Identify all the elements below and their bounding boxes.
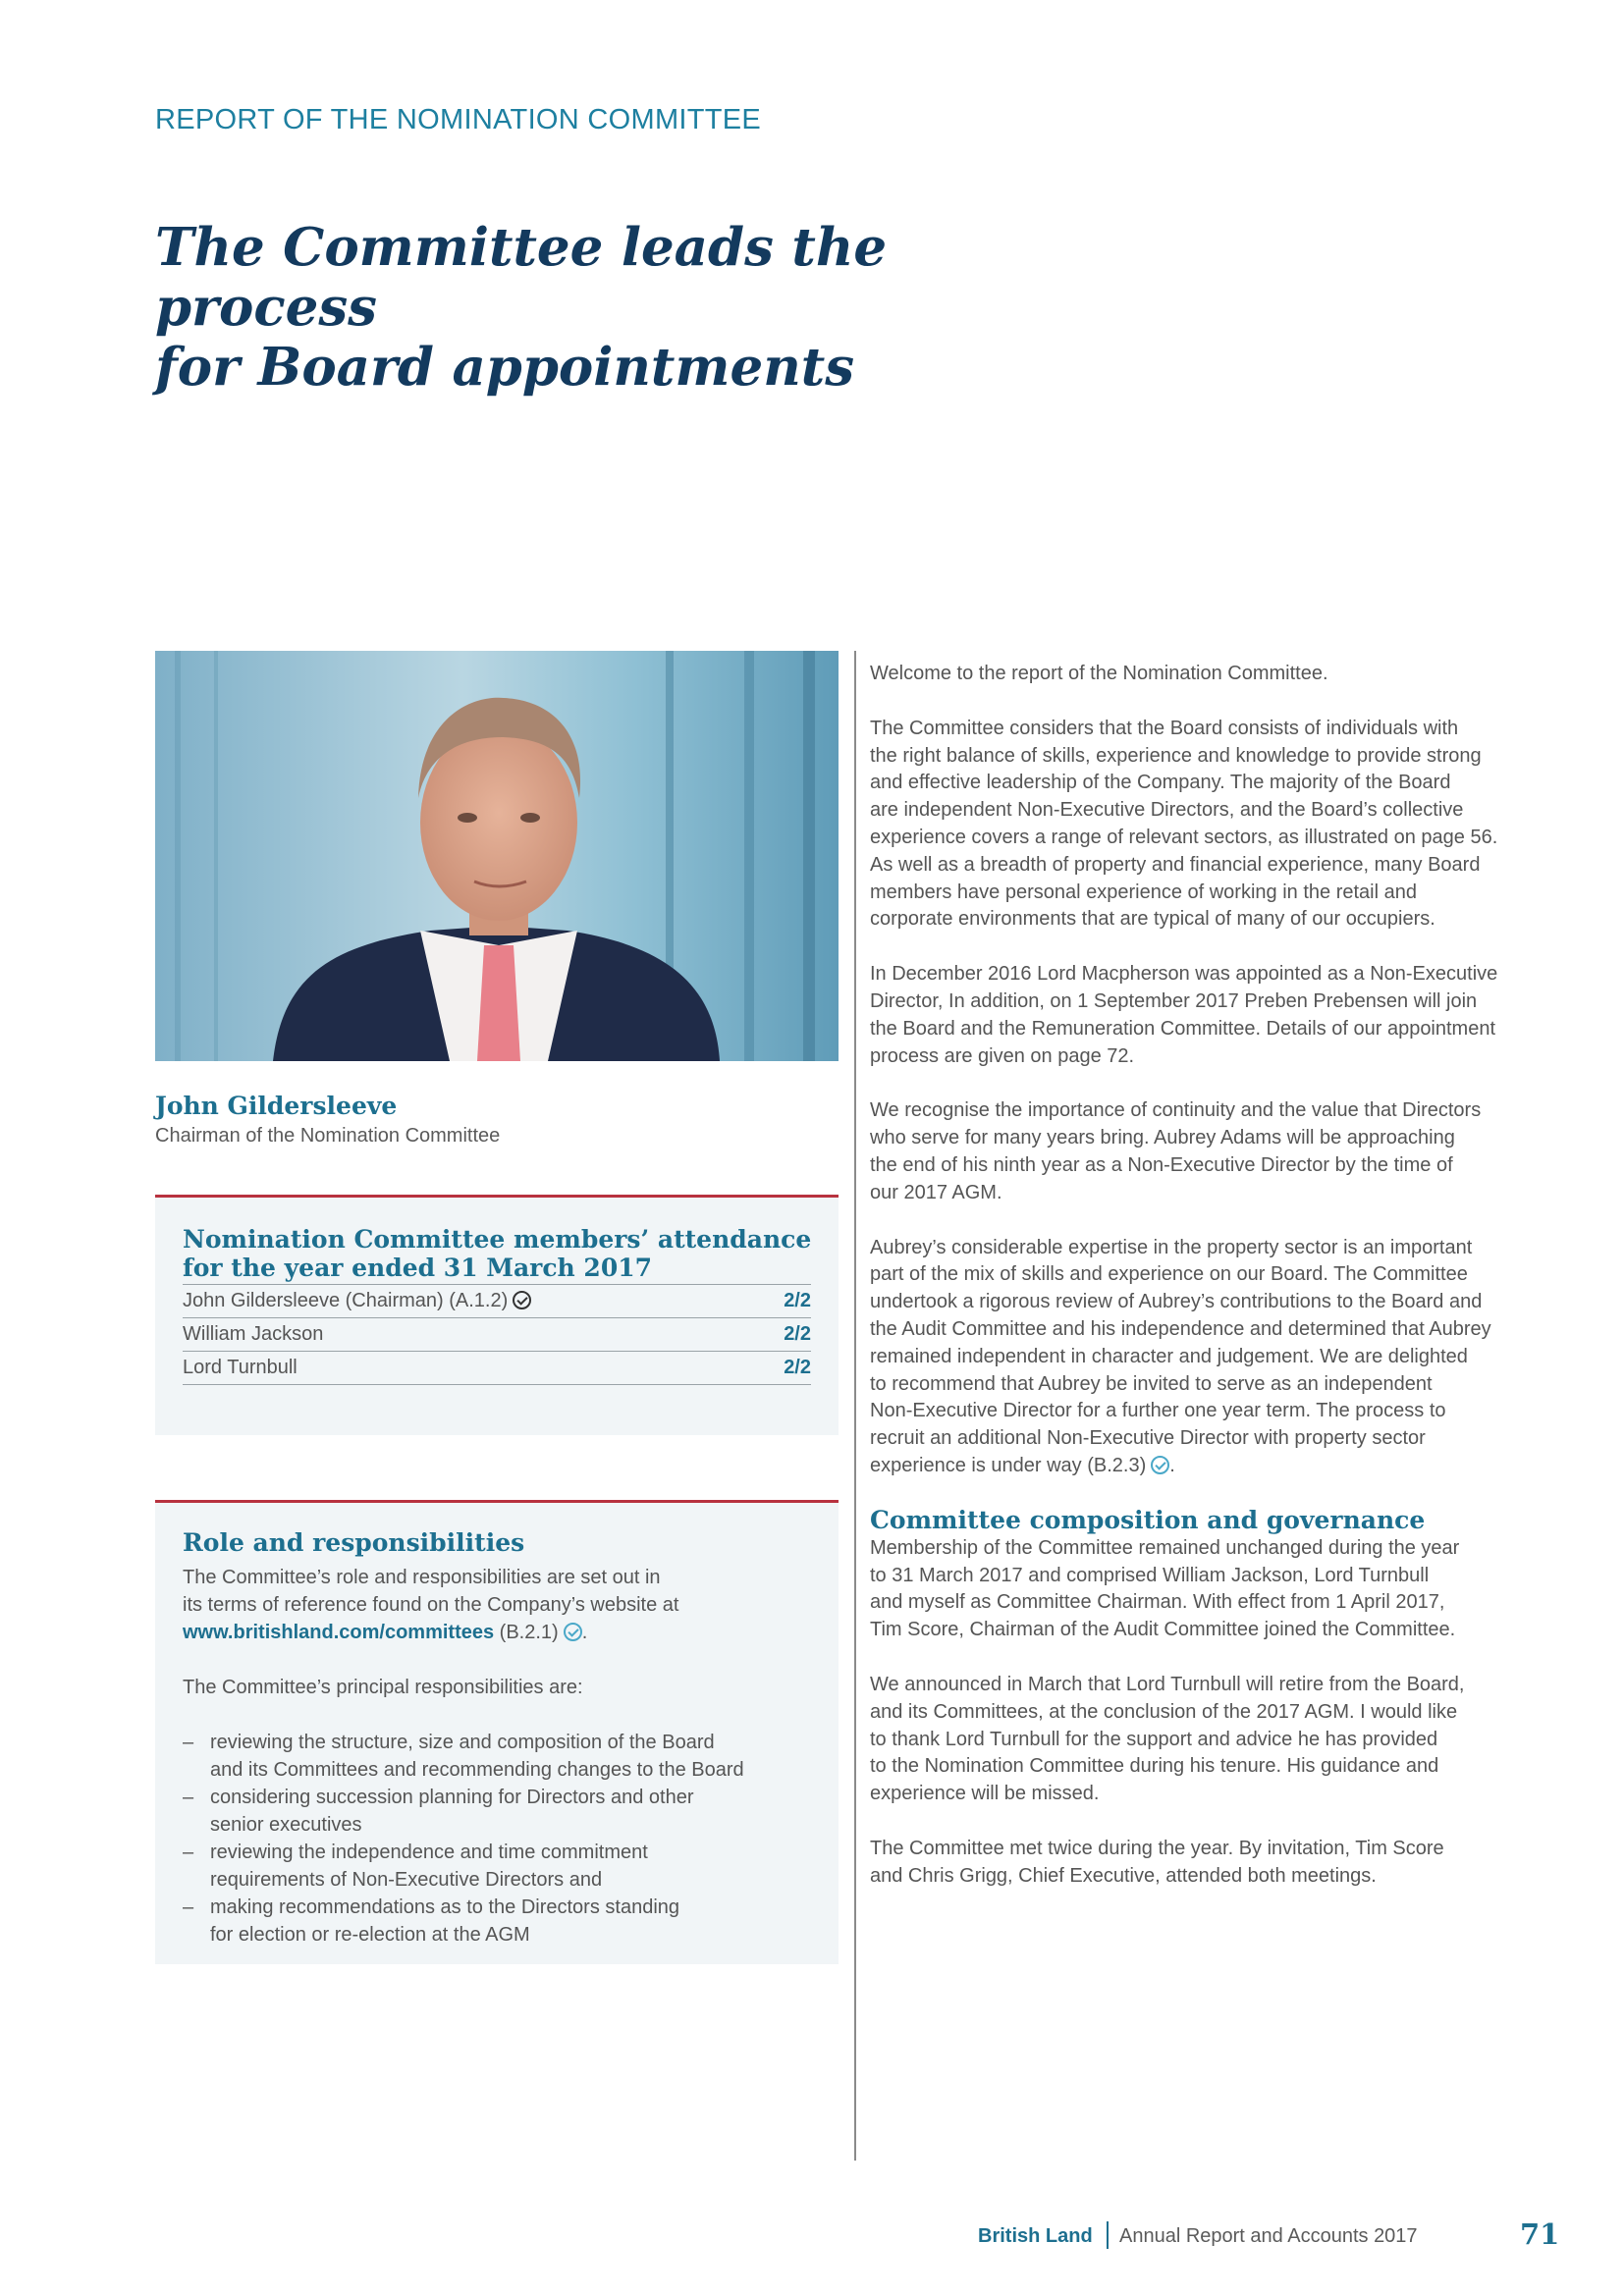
bullet-line: considering succession planning for Directors and other — [210, 1787, 694, 1808]
text-line: As well as a breadth of property and financial experience, many Board — [870, 853, 1481, 876]
body-paragraph — [870, 1535, 1557, 1644]
text-line: are independent Non-Executive Directors, and the Board’s collective — [870, 799, 1464, 822]
text-line: experience covers a range of relevant sectors, as illustrated on page 56. — [870, 826, 1498, 848]
text-line: to recommend that Aubrey be invited to serve as an independent — [870, 1372, 1433, 1395]
text-line: our 2017 AGM. — [870, 1181, 1002, 1203]
text-line: Membership of the Committee remained unchanged during the year — [870, 1536, 1460, 1559]
chairman-role: Chairman of the Nomination Committee — [155, 1125, 501, 1147]
bullet-line: requirements of Non-Executive Directors and — [210, 1869, 603, 1891]
committees-link[interactable]: www.britishland.com/committees — [183, 1622, 495, 1643]
member-name: Lord Turnbull — [183, 1357, 298, 1378]
body-line-end: . — [1169, 1454, 1175, 1476]
text-line: members have personal experience of working in the retail and — [870, 881, 1417, 903]
text-line: who serve for many years bring. Aubrey Adams will be approaching — [870, 1127, 1455, 1149]
role-body — [183, 1564, 811, 1949]
body-line: experience is under way (B.2.3) — [870, 1454, 1147, 1476]
text-line: corporate environments that are typical of many of our occupiers. — [870, 908, 1435, 931]
text-line: the end of his ninth year as a Non-Executive Director by the time of — [870, 1153, 1453, 1176]
bullet-line: senior executives — [210, 1814, 362, 1836]
text-line: and effective leadership of the Company. The majority of the Board — [870, 772, 1451, 794]
body-paragraph — [870, 1097, 1557, 1206]
page-headline — [155, 218, 1039, 398]
role-intro-line-1: The Committee’s role and responsibilities are set out in — [183, 1567, 661, 1588]
list-item — [183, 1729, 811, 1784]
attendance-member — [183, 1290, 531, 1312]
bullet-line: for election or re-election at the AGM — [210, 1924, 530, 1946]
text-line: experience will be missed. — [870, 1783, 1100, 1805]
report-body — [870, 661, 1557, 1890]
member-name: John Gildersleeve (Chairman) (A.1.2) — [183, 1290, 509, 1311]
table-row — [183, 1317, 811, 1351]
text-line: the Board and the Remuneration Committee. Details of our appointment — [870, 1017, 1496, 1040]
attendance-panel — [155, 1198, 839, 1435]
list-item — [183, 1894, 811, 1949]
attendance-title-line-1: Nomination Committee members’ attendance — [183, 1225, 812, 1254]
body-paragraph — [870, 961, 1557, 1070]
text-line: part of the mix of skills and experience on our Board. The Committee — [870, 1263, 1468, 1286]
list-item — [183, 1839, 811, 1894]
bullet-line: and its Committees and recommending changes to the Board — [210, 1759, 744, 1781]
text-line: In December 2016 Lord Macpherson was appointed as a Non-Executive — [870, 963, 1498, 986]
headline-line-2: for Board appointments — [155, 337, 855, 398]
text-line: and its Committees, at the conclusion of the 2017 AGM. I would like — [870, 1700, 1458, 1723]
body-paragraph — [870, 1235, 1557, 1480]
headline-line-1: The Committee leads the process — [155, 217, 888, 338]
attendance-table — [183, 1284, 811, 1385]
chairman-photo — [155, 651, 839, 1061]
role-intro: The Committee’s role and responsibilities are set out in its terms of reference found on the Company’s website at www.britishland.com/committees (B.2.1) . — [183, 1567, 679, 1643]
check-circle-icon — [1151, 1456, 1169, 1474]
principal-intro: The Committee’s principal responsibilities are: — [183, 1677, 583, 1698]
text-line: Aubrey’s considerable expertise in the property sector is an important — [870, 1236, 1473, 1258]
role-ref: (B.2.1) — [494, 1622, 559, 1643]
text-line: We recognise the importance of continuity and the value that Directors — [870, 1099, 1482, 1122]
check-circle-icon — [564, 1623, 582, 1641]
footer-brand: British Land — [978, 2225, 1093, 2247]
attendance-title — [183, 1225, 811, 1282]
text-line: and myself as Committee Chairman. With effect from 1 April 2017, — [870, 1591, 1445, 1614]
responsibility-list — [183, 1729, 811, 1949]
text-line: to 31 March 2017 and comprised William Jackson, Lord Turnbull — [870, 1564, 1430, 1586]
text-line: The Committee met twice during the year. By invitation, Tim Score — [870, 1837, 1444, 1859]
bullet-line: making recommendations as to the Directors standing — [210, 1896, 680, 1918]
body-paragraph — [870, 1836, 1557, 1891]
table-row — [183, 1284, 811, 1317]
attendance-value: 2/2 — [784, 1323, 811, 1345]
attendance-title-line-2: for the year ended 31 March 2017 — [183, 1254, 653, 1282]
column-divider — [854, 651, 856, 2161]
text-line: the right balance of skills, experience and knowledge to provide strong — [870, 744, 1482, 767]
text-line: Tim Score, Chairman of the Audit Committee joined the Committee. — [870, 1619, 1456, 1641]
text-line: recruit an additional Non-Executive Director with property sector — [870, 1427, 1426, 1450]
text-line: The Committee considers that the Board consists of individuals with — [870, 717, 1459, 739]
section-subhead: Committee composition and governance — [870, 1505, 1426, 1534]
body-paragraph — [870, 716, 1557, 934]
body-paragraph — [870, 1672, 1557, 1808]
role-intro-line-2: its terms of reference found on the Company’s website at — [183, 1594, 679, 1616]
text-line: undertook a rigorous review of Aubrey’s contributions to the Board and — [870, 1291, 1483, 1313]
bullet-line: reviewing the independence and time commitment — [210, 1842, 648, 1863]
chairman-name: John Gildersleeve — [155, 1092, 398, 1120]
list-item — [183, 1784, 811, 1839]
role-title: Role and responsibilities — [183, 1528, 525, 1557]
body-lines — [870, 1237, 1491, 1450]
text-line: Welcome to the report of the Nomination Committee. — [870, 663, 1328, 684]
body-paragraph — [870, 661, 1557, 688]
text-line: Director, In addition, on 1 September 2017 Preben Prebensen will join — [870, 989, 1478, 1012]
check-circle-icon — [513, 1291, 531, 1309]
attendance-value: 2/2 — [784, 1357, 811, 1378]
bullet-line: reviewing the structure, size and composition of the Board — [210, 1732, 715, 1753]
attendance-value: 2/2 — [784, 1290, 811, 1311]
text-line: to the Nomination Committee during his tenure. His guidance and — [870, 1755, 1439, 1778]
text-line: Non-Executive Director for a further one year term. The process to — [870, 1400, 1446, 1422]
footer-separator — [1107, 2221, 1109, 2249]
table-row — [183, 1351, 811, 1385]
text-line: We announced in March that Lord Turnbull will retire from the Board, — [870, 1673, 1465, 1695]
text-line: to thank Lord Turnbull for the support and advice he has provided — [870, 1728, 1438, 1750]
text-line: and Chris Grigg, Chief Executive, attended both meetings. — [870, 1864, 1377, 1887]
text-line: remained independent in character and judgement. We are delighted — [870, 1345, 1468, 1367]
member-name: William Jackson — [183, 1323, 324, 1345]
page-number: 71 — [1520, 2217, 1560, 2251]
text-line: the Audit Committee and his independence and determined that Aubrey — [870, 1317, 1491, 1340]
role-panel — [155, 1503, 839, 1964]
footer-report-title: Annual Report and Accounts 2017 — [1119, 2225, 1418, 2247]
text-line: process are given on page 72. — [870, 1044, 1135, 1067]
section-label: REPORT OF THE NOMINATION COMMITTEE — [155, 104, 762, 135]
